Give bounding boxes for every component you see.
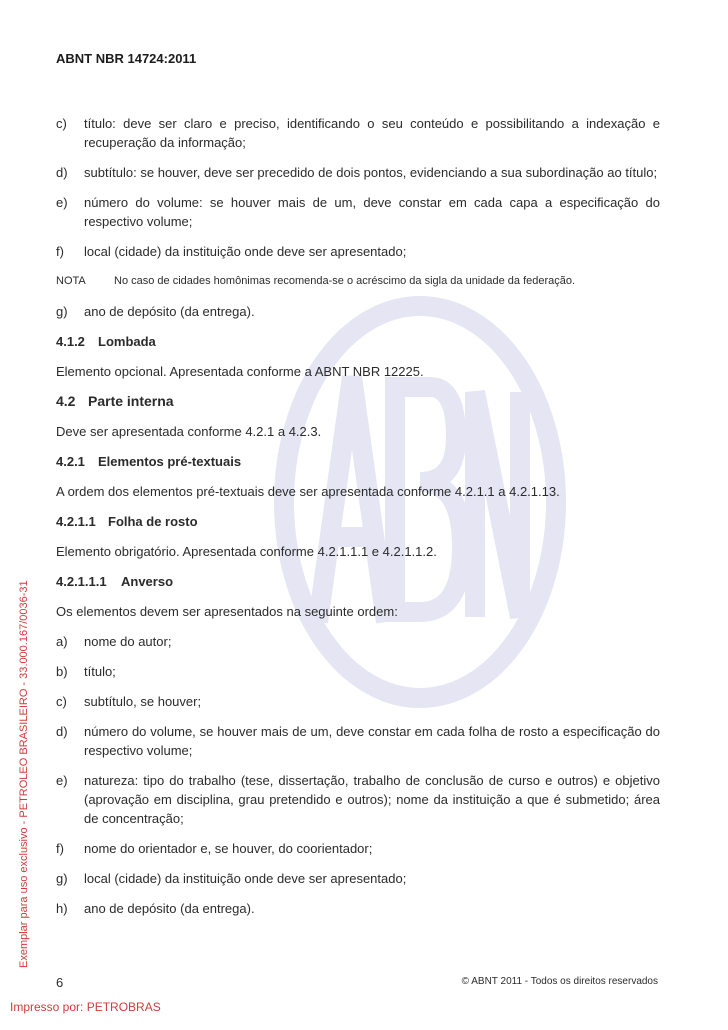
- list-item: [56, 163, 660, 182]
- list-text: título;: [84, 664, 116, 679]
- note-text: No caso de cidades homônimas recomenda-se o acréscimo da sigla da unidade da federação.: [114, 275, 576, 287]
- list-marker: c): [56, 694, 67, 709]
- list-marker: f): [56, 841, 64, 856]
- list-marker: b): [56, 664, 68, 679]
- paragraph: Os elementos devem ser apresentados na seguinte ordem:: [56, 604, 398, 619]
- list-marker: d): [56, 724, 68, 739]
- list-text: local (cidade) da instituição onde deve ser apresentado;: [84, 871, 407, 886]
- list-item: [56, 839, 660, 858]
- list-marker: g): [56, 304, 68, 319]
- list-item: [56, 692, 660, 711]
- list-text: número do volume, se houver mais de um, deve constar em cada folha de rosto a especificação do respectivo volume;: [84, 724, 660, 758]
- note-label: NOTA: [56, 275, 86, 287]
- list-text: nome do autor;: [84, 634, 172, 649]
- section-title: Folha de rosto: [108, 514, 198, 529]
- list-text: local (cidade) da instituição onde deve ser apresentado;: [84, 244, 407, 259]
- list-text: número do volume: se houver mais de um, deve constar em cada capa a especificação do respectivo volume;: [84, 195, 660, 229]
- printed-by: Impresso por: PETROBRAS: [10, 1000, 161, 1014]
- list-marker: g): [56, 871, 68, 886]
- section-title: Anverso: [121, 574, 174, 589]
- copyright-notice: © ABNT 2011 - Todos os direitos reservados: [461, 976, 658, 987]
- section-title: Parte interna: [88, 393, 174, 409]
- list-text: natureza: tipo do trabalho (tese, dissertação, trabalho de conclusão de curso e outros) e objetivo (aprovação em disciplina, grau pretendido e outros); nome da instituição a que é submetido; área de concentração;: [84, 773, 660, 826]
- list-marker: e): [56, 773, 68, 788]
- section-heading-4-2-1: [56, 452, 660, 471]
- list-item: [56, 114, 660, 152]
- list-marker: f): [56, 244, 64, 259]
- section-number: 4.2.1.1.1: [56, 574, 107, 589]
- list-item: [56, 632, 660, 651]
- section-number: 4.1.2: [56, 334, 85, 349]
- list-item: [56, 662, 660, 681]
- section-heading-4-1-2: [56, 332, 660, 351]
- section-heading-4-2-1-1-1: [56, 572, 660, 591]
- section-number: 4.2.1: [56, 454, 85, 469]
- list-text: nome do orientador e, se houver, do coorientador;: [84, 841, 373, 856]
- paragraph: Elemento obrigatório. Apresentada conforme 4.2.1.1.1 e 4.2.1.1.2.: [56, 544, 437, 559]
- list-marker: e): [56, 195, 68, 210]
- section-number: 4.2: [56, 393, 76, 409]
- list-text: subtítulo, se houver;: [84, 694, 202, 709]
- list-item: [56, 242, 660, 261]
- section-title: Elementos pré-textuais: [98, 454, 242, 469]
- list-marker: d): [56, 165, 68, 180]
- section-heading-4-2-1-1: [56, 512, 660, 531]
- section-number: 4.2.1.1: [56, 514, 96, 529]
- list-item: [56, 722, 660, 760]
- list-item: [56, 869, 660, 888]
- license-side-text: Exemplar para uso exclusivo - PETROLEO BRASILEIRO - 33.000.167/0036-31: [18, 580, 30, 968]
- page-content: [56, 114, 660, 929]
- list-text: subtítulo: se houver, deve ser precedido de dois pontos, evidenciando a sua subordinação ao título;: [84, 165, 658, 180]
- list-item: [56, 771, 660, 828]
- list-item: [56, 899, 660, 918]
- section-heading-4-2: [56, 392, 660, 411]
- list-item: [56, 302, 660, 321]
- list-text: ano de depósito (da entrega).: [84, 304, 255, 319]
- list-marker: a): [56, 634, 68, 649]
- list-marker: h): [56, 901, 68, 916]
- document-header: ABNT NBR 14724:2011: [56, 51, 197, 66]
- list-text: título: deve ser claro e preciso, identificando o seu conteúdo e possibilitando a indexação e recuperação da informação;: [84, 116, 660, 150]
- note: [56, 272, 660, 291]
- paragraph: A ordem dos elementos pré-textuais deve ser apresentada conforme 4.2.1.1 a 4.2.1.13.: [56, 484, 560, 499]
- section-title: Lombada: [98, 334, 156, 349]
- list-marker: c): [56, 116, 67, 131]
- paragraph: Deve ser apresentada conforme 4.2.1 a 4.2.3.: [56, 424, 322, 439]
- list-text: ano de depósito (da entrega).: [84, 901, 255, 916]
- page-number: 6: [56, 975, 64, 990]
- paragraph: Elemento opcional. Apresentada conforme a ABNT NBR 12225.: [56, 364, 424, 379]
- list-item: [56, 193, 660, 231]
